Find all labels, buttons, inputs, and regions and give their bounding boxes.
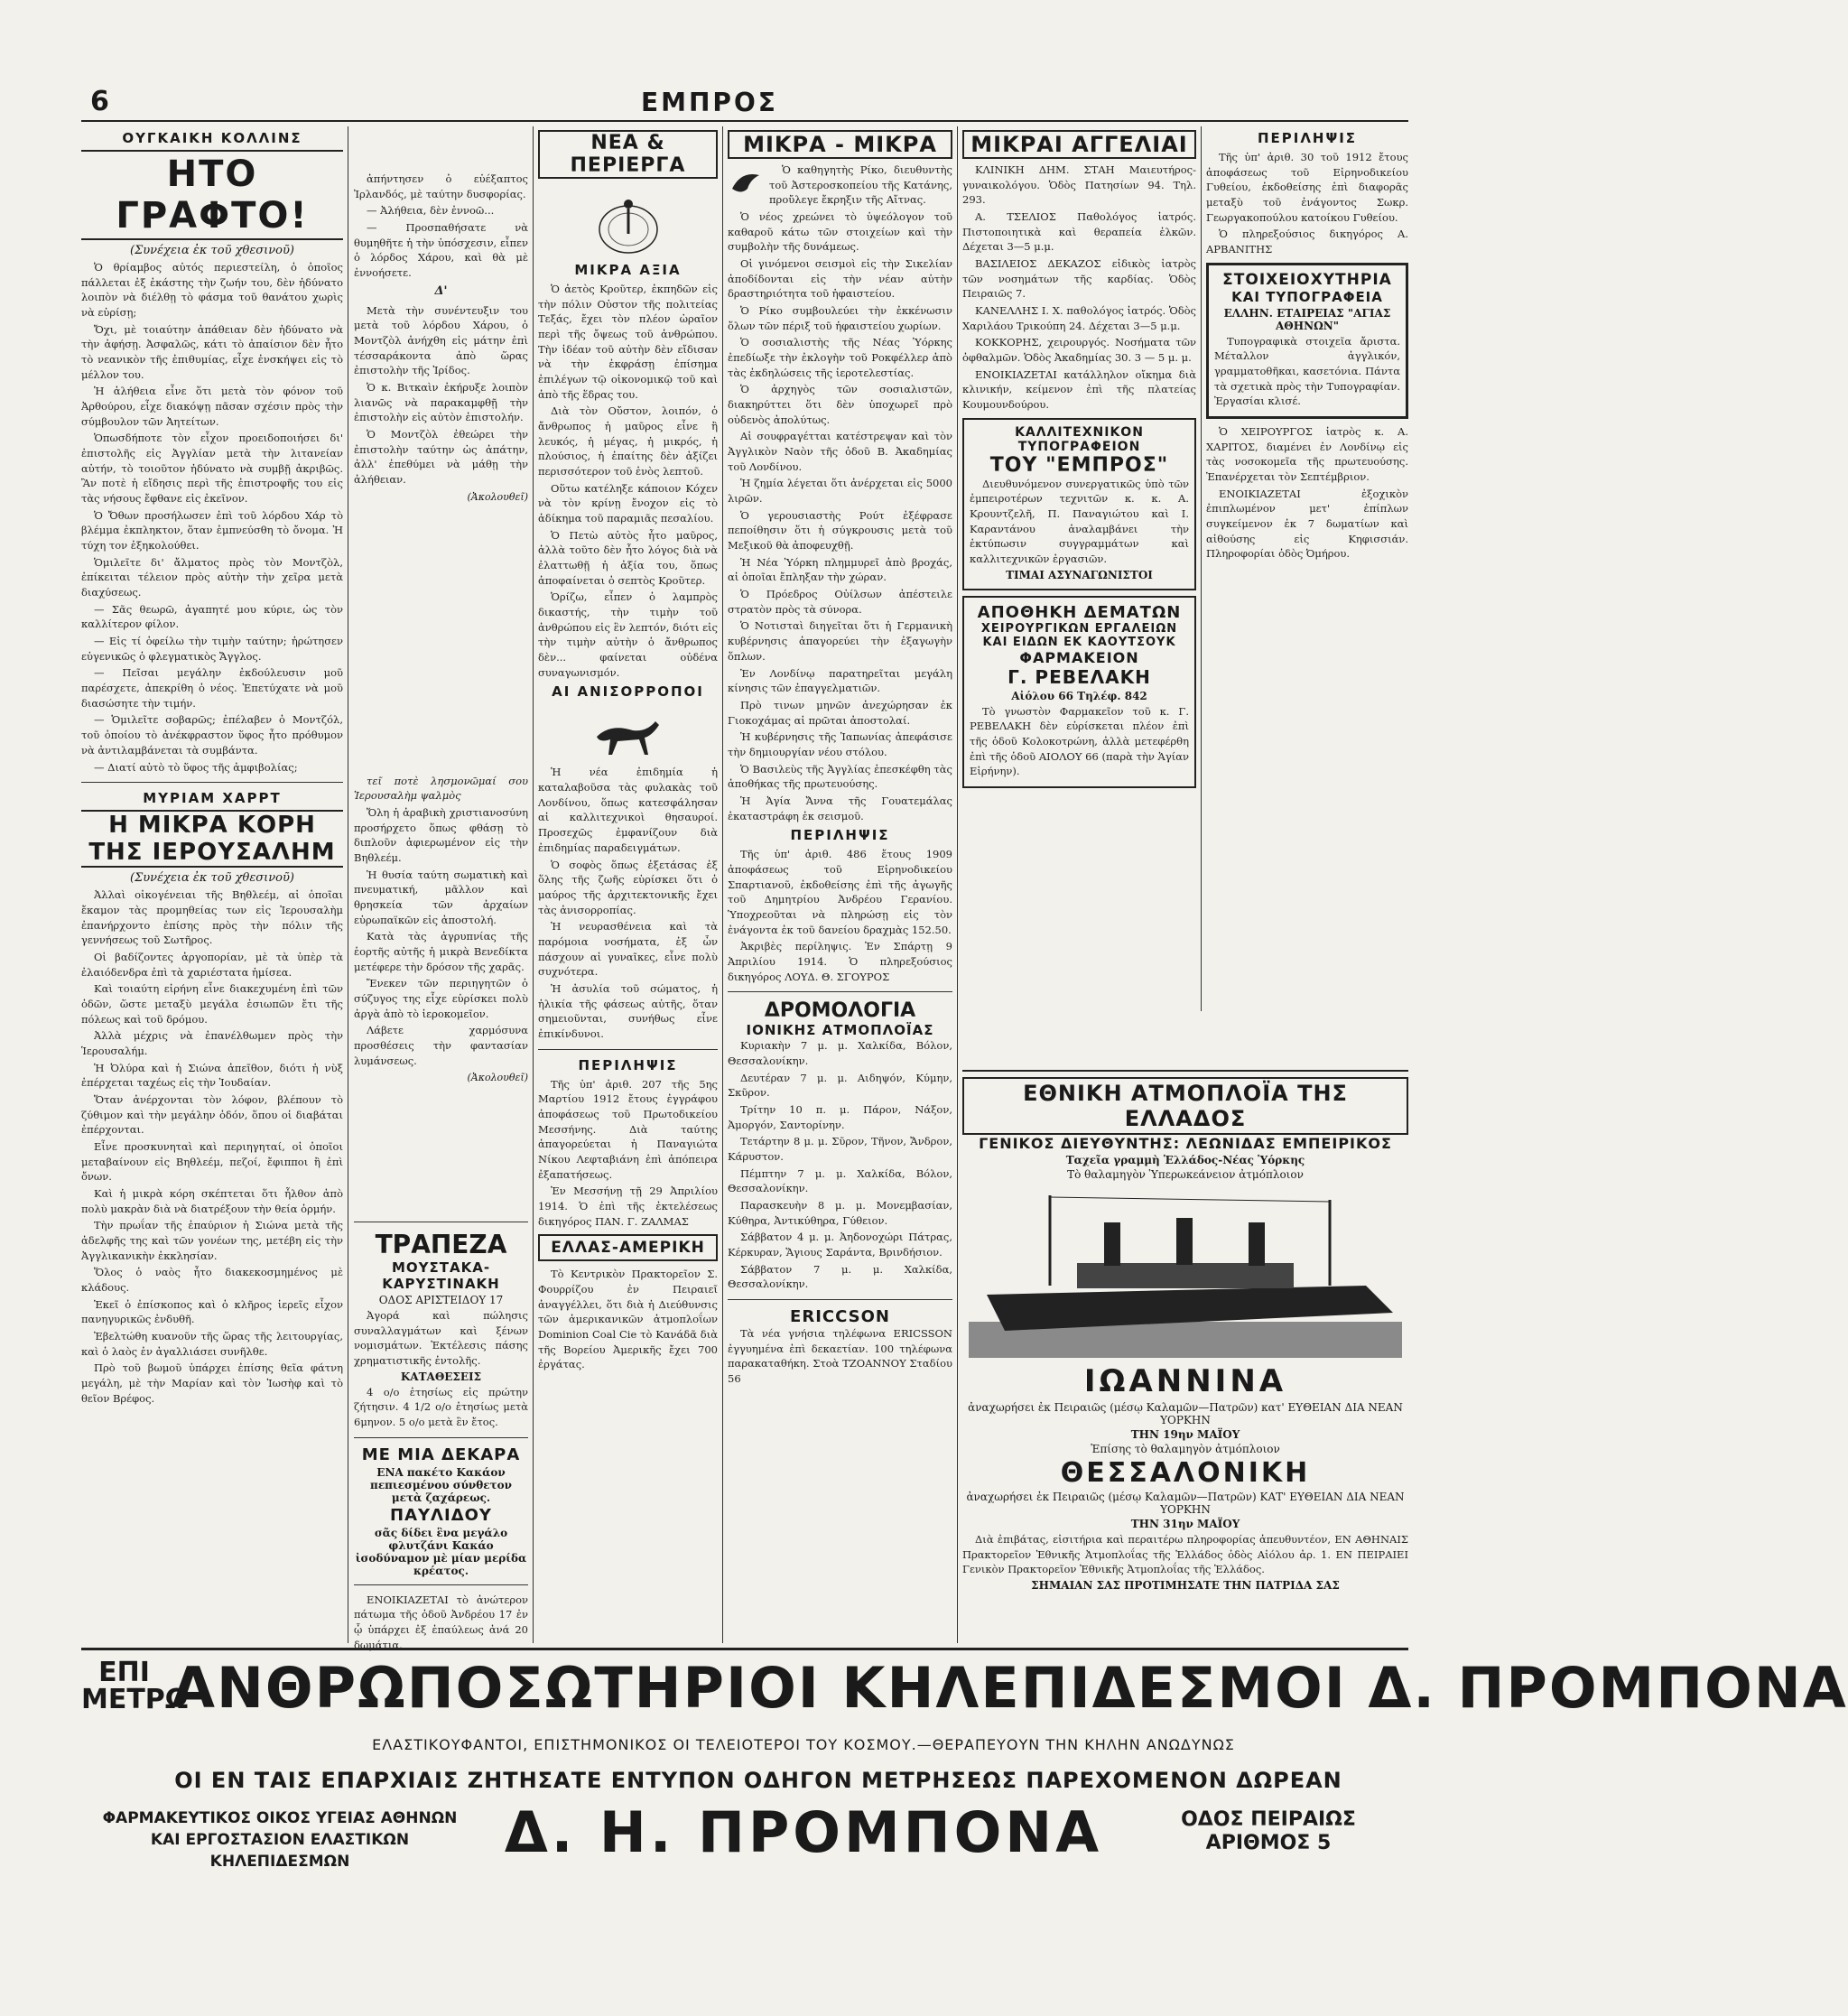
serial-body (81, 260, 343, 775)
paragraph: — Ὁμιλεῖτε σοβαρῶς; ἐπέλαβεν ὁ Μοντζόλ, τοῦ ὁποίου τὸ ἀνέκφραστον ὕφος ἦτο πρόθυμον νὰ ἀντιλαμβάνεται τὰ συμβάντα. (81, 713, 343, 757)
bank-address: ΟΔΟΣ ΑΡΙΣΤΕΙΔΟΥ 17 (378, 1294, 504, 1306)
notices-body (1206, 150, 1408, 257)
paragraph: Ὁμιλεῖτε δι' ἄλματος πρὸς τὸν Μοντζὸλ, ἐπίκειται τέλειον πρὸς αὐτὴν τὴν χεῖρα μετὰ διαχύσεως. (81, 555, 343, 599)
notices-body (1206, 424, 1408, 562)
paragraph: Ἀλλὰ μέχρις νὰ ἐπανέλθωμεν πρὸς τὴν Ἱερουσαλήμ. (81, 1029, 343, 1057)
steamship-ad (962, 1070, 1408, 1643)
paragraph: Τὴν πρωΐαν τῆς ἐπαύριον ἡ Σιώνα μετὰ τῆς ἀδελφῆς της καὶ τῶν γονέων της, μετέβη εἰς τὴν Ἀγγλικανικὴν ἐκκλησίαν. (81, 1219, 343, 1262)
bank-title: ΤΡΑΠΕΖΑ (375, 1230, 507, 1259)
classified: ΚΑΝΕΛΛΗΣ Ι. Χ. παθολόγος ἰατρός. Ὁδὸς Χαριλάου Τρικούπη 24. Δέχεται 3—5 μ.μ. (962, 304, 1196, 332)
classifieds-body (962, 163, 1196, 413)
separator (354, 1437, 528, 1438)
paragraph: Ἐβελτώθη κυανοῦν τῆς ὥρας τῆς λειτουργίας, καὶ ὁ λαὸς ἐν ἀγαλλιάσει συνῆλθε. (81, 1329, 343, 1358)
paper-name: ΕΜΠΡΟΣ (641, 88, 778, 117)
typefoundry-company: ΕΛΛΗΝ. ΕΤΑΙΡΕΙΑΣ "ΑΓΙΑΣ ΑΘΗΝΩΝ" (1223, 306, 1391, 332)
paragraph: Αἱ σουφραγέτται κατέστρεψαν καὶ τὸν Ἀγγλικὸν Ναὸν τῆς ὁδοῦ Β. Ἀκαδημίας τοῦ Λονδίνου. (728, 430, 952, 473)
paragraph: Ἡ νέα ἐπιδημία ἡ καταλαβοῦσα τὰς φυλακὰς τοῦ Λονδίνου, ὅπως κατεσφάλησαν αἱ καλλιτεχνικοὶ θησαυροί. Προσεχῶς ἐμφανίζουν διὰ ἐπιδημίας παραδειγμάτων. (538, 766, 718, 854)
paragraph: Οὕτω κατέληξε κάποιον Κόχεν νὰ τὸν κρίνῃ ἔνοχον εἰς τὸ ἀδίκημα τοῦ παραμιᾶς πεσαλίου. (538, 481, 718, 525)
paragraph: Ὁρίζω, εἶπεν ὁ λαμπρὸς δικαστής, τὴν τιμὴν τοῦ ἀνθρώπου εἰς ἓν λεπτόν, διότι εἰς τὴν τιμὴν αὐτὴν ὁ ἄνθρωπος δὲν... φαίνεται οὐδένα συναγωνισμόν. (538, 590, 718, 679)
paragraph: Πρὸ τοῦ βωμοῦ ὑπάρχει ἐπίσης θεῖα φάτνη μεγάλη, μὲ τὴν Μαρίαν καὶ τὸν Ἰωσὴφ καὶ τὸ θεῖον Βρέφος. (81, 1361, 343, 1405)
printing-title: ΚΑΛΛΙΤΕΧΝΙΚΟΝ ΤΥΠΟΓΡΑΦΕΙΟΝ (1015, 424, 1144, 454)
paragraph: Ὅλη ἡ ἀραβικὴ χριστιανοσύνη προσήρχετο ὅπως φθάσῃ τὸ διπλοῦν ἀφιερωμένον εἰς τὴν Βηθλεέμ. (354, 805, 528, 864)
steamship-director: ΓΕΝΙΚΟΣ ΔΙΕΥΘΥΝΤΗΣ: ΛΕΩΝΙΔΑΣ ΕΜΠΕΙΡΙΚΟΣ (979, 1135, 1392, 1152)
bank-name: ΜΟΥΣΤΑΚΑ-ΚΑΡΥΣΤΙΝΑΚΗ (382, 1259, 500, 1292)
peacock-illustration (592, 184, 664, 256)
paragraph: Ἡ Ἀγία Ἄννα τῆς Γουατεμάλας ἐκαταστράφη ἐκ σεισμοῦ. (728, 794, 952, 822)
classified: Α. ΤΣΕΛΙΟΣ Παθολόγος ἰατρός. Πιστοποιητικὰ καὶ θεραπεία ἐλκῶν. Δέχεται 3—5 μ.μ. (962, 210, 1196, 254)
route: Κυριακὴν 7 μ. μ. Χαλκίδα, Βόλον, Θεσσαλονίκην. (728, 1039, 952, 1067)
paragraph: — Εἰς τί ὀφείλω τὴν τιμὴν ταύτην; ἠρώτησεν εὐγενικῶς ὁ φλεγματικὸς Ἄγγλος. (81, 635, 343, 663)
separator (728, 991, 952, 992)
printing-prices: ΤΙΜΑΙ ΑΣΥΝΑΓΩΝΙΣΤΟΙ (1006, 568, 1153, 581)
item-heading: ΠΕΡΙΛΗΨΙΣ (1257, 130, 1358, 146)
column-rule (1201, 126, 1202, 1011)
paragraph: Ἐκεῖ ὁ ἐπίσκοπος καὶ ὁ κλῆρος ἱερεῖς εἶχον πανηγυρικῶς ἐνδυθῆ. (81, 1297, 343, 1326)
classified: ΚΟΚΚΟΡΗΣ, χειρουργός. Νοσήματα τῶν ὀφθαλμῶν. Ὁδὸς Ἀκαδημίας 30. 3 — 5 μ. μ. (962, 336, 1196, 365)
route: Τρίτην 10 π. μ. Πάρον, Νάξον, Ἀμοργόν, Σαντορίνην. (728, 1102, 952, 1131)
paragraph: — Πεῖσαι μεγάλην ἐκδούλευσιν μοῦ παρέσχετε, ἀπεκρίθη ὁ νέος. Ἐπετύχατε νὰ μοῦ διασώσητε τὴν τιμήν. (81, 666, 343, 710)
paragraph: Μετὰ τὴν συνέντευξιν του μετὰ τοῦ λόρδου Χάρου, ὁ Μοντζὸλ ἀνήχθη εἰς μάτην ἐπὶ τέσσαράκοντα ἀπὸ ὥρας ἐπιστολὴν τῆς Ἰρίδος. (354, 303, 528, 377)
paragraph: Ὁ κ. Βιτκαὶν ἐκήρυξε λοιπὸν λιανῶς νὰ παρακαμφθῇ τὴν ἐπιστολὴν εἰς αὐτὸν ἐπιστολήν. (354, 380, 528, 424)
paragraph: Ὁ καθηγητὴς Ρίκο, διευθυντὴς τοῦ Ἀστεροσκοπείου τῆς Κατάνης, προὔλεγε ἔκρηξιν τῆς Αἴτνας. (769, 163, 952, 207)
column-rule (957, 126, 958, 1643)
paragraph: Ὄχι, μὲ τοιαύτην ἀπάθειαν δὲν ἠδύνατο νὰ τὴν ἀφήσῃ. Ἀσφαλῶς, κάτι τὸ ἀπαίσιον δὲν ἦτο τὸ νεανικὸν τῆς ἐπιθυμίας, εἶχε ἐνσκήψει εἰς τὸ μέλλον του. (81, 322, 343, 381)
ship-route: ἀναχωρήσει ἐκ Πειραιῶς (μέσῳ Καλαμῶν—Πατρῶν) κατ' ΕΥΘΕΙΑΝ ΔΙΑ ΝΕΑΝ ΥΟΡΚΗΝ (968, 1401, 1403, 1426)
paragraph: Ὁ Νοτισταὶ διηγεῖται ὅτι ἡ Γερμανικὴ κυβέρνησις ἀπαγορεύει τὴν ἐξαγωγὴν ὅπλων. (728, 619, 952, 663)
serial-title: ΗΤΟ ΓΡΑΦΤΟ! (81, 150, 343, 240)
paragraph: Καὶ τοιαύτη εἰρήνη εἶνε διακεχυμένη ἐπὶ τῶν ὁδῶν, ὥστε μεταξὺ μεγάλα ἐσιωπῶν ἔτι τῆς πόλεως καὶ τοῦ δρόμου. (81, 982, 343, 1026)
page-number: 6 (90, 86, 109, 117)
section-marker: Δ' (434, 283, 448, 298)
truss-ad (81, 1648, 1848, 1882)
ship-name: ΙΩΑΝΝΙΝΑ (1083, 1363, 1287, 1399)
ericsson-title: ERICCSON (790, 1307, 890, 1327)
pharmacy-address: Αἰόλου 66 Τηλέφ. 842 (1011, 689, 1147, 702)
serial-body (81, 887, 343, 1406)
serial-author: ΟΥΓΚΑΙΚΗ ΚΟΛΛΙΝΣ (122, 130, 302, 146)
paragraph: Ὁ Μοντζὸλ ἐθεώρει τὴν ἐπιστολὴν ταύτην ὡς ἀπάτην, ἀλλ' ἐπεθύμει νὰ μάθῃ τὴν ἀλήθειαν. (354, 427, 528, 486)
item-heading: ΜΙΚΡΑ ΑΞΙΑ (574, 262, 682, 278)
route: Σάββατον 7 μ. μ. Χαλκίδα, Θεσσαλονίκην. (728, 1262, 952, 1291)
typefoundry-subtitle: ΚΑΙ ΤΥΠΟΓΡΑΦΕΙΑ (1231, 288, 1383, 305)
route: Πέμπτην 7 μ. μ. Χαλκίδα, Βόλον, Θεσσαλονίκην. (728, 1166, 952, 1195)
classifieds-column (962, 126, 1196, 1065)
paragraph: Ἡ Νέα Ὑόρκη πλημμυρεῖ ἀπὸ βροχάς, αἱ ὁποῖαι ἔπληξαν τὴν χώραν. (728, 555, 952, 584)
ad-title: ΕΛΛΑΣ-ΑΜΕΡΙΚΗ (551, 1239, 705, 1258)
paragraph: Ἐν Μεσσήνῃ τῇ 29 Ἀπριλίου 1914. Ὁ ἐπὶ τῆς ἐκτελέσεως δικηγόρος ΠΑΝ. Γ. ΖΑΛΜΑΣ (538, 1185, 718, 1228)
paragraph: Τῆς ὑπ' ἀριθ. 30 τοῦ 1912 ἔτους ἀποφάσεως τοῦ Εἰρηνοδικείου Γυθείου, ἐκδοθείσης ἐπὶ διαφορᾶς μεταξὺ τοῦ ἐνάγοντος Σωκρ. Γεωργακοπούλου κατοίκου Γυθείου. (1206, 151, 1408, 224)
separator (81, 782, 343, 783)
bank-ad (354, 1214, 528, 1651)
paragraph: Ὁ σοσιαλιστὴς τῆς Νέας Ὑόρκης ἐπεδίωξε τὴν ἐκλογὴν τοῦ Ροκφέλλερ ἀπὸ τὰς ἐκδηλώσεις τῆς ἱεροτελεστίας. (728, 336, 952, 379)
paragraph: Ἀλλαὶ οἰκογένειαι τῆς Βηθλεέμ, αἱ ὁποῖαι ἔκαμον τὰς προμηθείας των εἰς Ἱερουσαλὴμ ἐπανήρχοντο ἐπίσης πρὸς τὴν πόλιν τῆς γεννήσεως τοῦ Σωτῆρος. (81, 888, 343, 947)
route: Δευτέραν 7 μ. μ. Αιδηψόν, Κύμην, Σκῦρον. (728, 1071, 952, 1100)
cocoa-title: ΜΕ ΜΙΑ ΔΕΚΑΡΑ (361, 1445, 521, 1464)
warehouse-title: ΑΠΟΘΗΚΗ ΔΕΜΑΤΩΝ (977, 602, 1182, 622)
cocoa-text: ΕΝΑ πακέτο Κακάον πεπιεσμένου σύνθετον μετὰ ζαχάρεως. (370, 1465, 512, 1504)
ship-date: ΤΗΝ 19ην ΜΑΪΟΥ (1130, 1428, 1240, 1441)
printing-body (970, 477, 1189, 567)
paragraph: Ἡ κυβέρνησις τῆς Ἰαπωνίας ἀπεφάσισε τὴν δημιουργίαν νέου στόλου. (728, 730, 952, 758)
truss-ad-address: ΟΔΟΣ ΠΕΙΡΑΙΩΣ ΑΡΙΘΜΟΣ 5 (1181, 1808, 1356, 1855)
paragraph: ἀπήντησεν ὁ εὐέξαπτος Ἰρλανδός, μὲ ταύτην δυσφορίας. (354, 172, 528, 200)
warehouse-subtitle: ΧΕΙΡΟΥΡΓΙΚΩΝ ΕΡΓΑΛΕΙΩΝ ΚΑΙ ΕΙΔΩΝ ΕΚ ΚΑΟΥΤΣΟΥΚ (980, 621, 1178, 649)
steamship-info (962, 1532, 1408, 1577)
classified: ΒΑΣΙΛΕΙΟΣ ΔΕΚΑΖΟΣ εἰδικὸς ἰατρὸς τῶν νοσημάτων τῆς καρδίας. Ὁδὸς Πειραιῶς 7. (962, 257, 1196, 301)
ship-route: ἀναχωρήσει ἐκ Πειραιῶς (μέσῳ Καλαμῶν—Πατρῶν) ΚΑΤ' ΕΥΘΕΙΑΝ ΔΙΑ ΝΕΑΝ ΥΟΡΚΗΝ (966, 1491, 1405, 1516)
cocoa-text: σᾶς δίδει ἓνα μεγάλο φλυτζάνι Κακάο ἰσοδύναμον μὲ μίαν μερίδα κρέατος. (355, 1526, 527, 1577)
section-title: ΜΙΚΡΑ - ΜΙΚΡΑ (728, 130, 952, 159)
paragraph: Τὸ Κεντρικὸν Πρακτορεῖον Σ. Φουρρίζου ἐν Πειραιεῖ ἀναγγέλλει, ὅτι διὰ ἡ Διεύθυνσις τῶν ἀμερικανικῶν ἀτμοπλοΐων Dominion Coal Cie τὸ Κανάδᾶ διὰ τῆς Βορείου Ἀμερικῆς ἔχει 700 ἐργάτας. (538, 1268, 718, 1371)
route: Παρασκευὴν 8 μ. μ. Μονεμβασίαν, Κύθηρα, Ἀντικύθηρα, Γύθειον. (728, 1198, 952, 1227)
paragraph: Οἱ βαδίζοντες ἀργοπορίαν, μὲ τὰ ὑπὲρ τὰ ἐλαιόδενδρα ἐπὶ τὰ χαριέστατα ἡμίσεα. (81, 950, 343, 979)
paragraph: Ὁ νέος χρεώνει τὸ ὑψεόλογον τοῦ καθαροῦ κάτω τῶν στοιχείων καὶ τὴν συμβολὴν τῆς δυνάμεως. (728, 210, 952, 254)
pharmacy-ad (962, 596, 1196, 788)
section-title: ΜΙΚΡΑΙ ΑΓΓΕΛΙΑΙ (962, 130, 1196, 159)
paragraph: Τῆς ὑπ' ἀριθ. 486 ἔτους 1909 ἀποφάσεως τοῦ Εἰρηνοδικείου Σπαρτιανοῦ, ἐκδοθείσης ἐπὶ τῆς ἀγωγῆς τοῦ Δημητρίου Ἀνδρέου Γερανίου. Ὑποχρεοῦται νὰ πληρώσῃ εἰς τὸν ἐνάγοντα ἐκ τοῦ δανείου δραχμὰς 152.50. (728, 848, 952, 936)
paragraph: Ὁ Βασιλεὺς τῆς Ἀγγλίας ἐπεσκέφθη τὰς ἀποθήκας τῆς πρωτευούσης. (728, 762, 952, 791)
pharmacy-body (970, 704, 1189, 779)
separator (728, 1299, 952, 1300)
paragraph: Διὰ ἐπιβάτας, εἰσιτήρια καὶ περαιτέρω πληροφορίας ἀπευθυντέον, ΕΝ ΑΘΗΝΑΙΣ Πρακτορεῖον Ἐθνικῆς Ἀτμοπλοΐας τῆς Ἑλλάδος ὁδὸς Αἰόλου ἀρ. 1. ΕΝ ΠΕΙΡΑΙΕΙ Γενικὸν Πρακτορεῖον Ἐθνικῆς Ἀτμοπλοΐας τῆς Ἑλλάδος. (962, 1533, 1408, 1576)
bank-body (354, 1385, 528, 1430)
briefs-column (728, 126, 952, 1643)
paragraph: Ἡ ζημία λέγεται ὅτι ἀνέρχεται εἰς 5000 λιρῶν. (728, 477, 952, 506)
news-body (538, 282, 718, 680)
paragraph: — Προσπαθήσατε νὰ θυμηθῆτε ἡ τὴν ὑπόσχεσιν, εἶπεν ὁ λόρδος Χάρου, καὶ θὰ μὲ ἐννοήσετε. (354, 221, 528, 280)
paragraph: Ὁ Πρόεδρος Οὐίλσων ἀπέστειλε στρατὸν πρὸς τὰ σύνορα. (728, 588, 952, 616)
paragraph: Ὁπωσδήποτε τὸν εἶχον προειδοποιήσει δι' ἐπιστολῆς εἰς Ἀγγλίαν μετὰ τὴν λιτανείαν αὐτήν, τὸ τοιοῦτον ἠδύνατο νὰ συμβῇ ἀκριβῶς. Ἂν ποτὲ ἡ εἴδησις περὶ τῆς ἐπιστροφῆς του εἰς τὰς νήσους ἔφθανε εἰς ἐκεῖνον. (81, 432, 343, 506)
column-rule (722, 126, 723, 1643)
truss-ad-company: ΦΑΡΜΑΚΕΥΤΙΚΟΣ ΟΙΚΟΣ ΥΓΕΙΑΣ ΑΘΗΝΩΝ ΚΑΙ ΕΡΓΟΣΤΑΣΙΟΝ ΕΛΑΣΤΙΚΩΝ ΚΗΛΕΠΙΔΕΣΜΩΝ (102, 1809, 458, 1871)
steamship-illustration (969, 1186, 1402, 1358)
paragraph: Ὅλος ὁ ναὸς ἦτο διακεκοσμημένος μὲ κλάδους. (81, 1266, 343, 1294)
paragraph: Λάβετε χαρμόσυνα προσθέσεις τὴν φαντασίαν λυμάνσεως. (354, 1024, 528, 1067)
ericsson-body (728, 1326, 952, 1387)
paragraph: Τυπογραφικὰ στοιχεῖα ἄριστα. Μέταλλον ἀγγλικόν, γραμματοθῆκαι, κασετόνια. Πάντα τὰ σχετικὰ πρὸς τὴν Τυπογραφίαν. Ἐργασίαι κλισέ. (1214, 334, 1400, 408)
serial-title: Η ΜΙΚΡΑ ΚΟΡΗ ΤΗΣ ΙΕΡΟΥΣΑΛΗΜ (81, 810, 343, 868)
paragraph: Διὰ τὸν Οὔστον, λοιπόν, ὁ ἄνθρωπος ἡ μαῦρος εἶνε ἢ λευκός, ἡ μέγας, ἡ μικρός, ἡ πλούσιος, ἡ ἐπαίτης δὲν ἀξίζει περισσότερον τοῦ ἑνὸς λεπτοῦ. (538, 404, 718, 478)
classified: ΕΝΟΙΚΙΑΖΕΤΑΙ κατάλληλον οἴκημα διὰ κλινικήν, κείμενον ἐπὶ τῆς πλατείας Κουμουνδούρου. (962, 367, 1196, 412)
paragraph: Πρὸ τινων μηνῶν ἀνεχώρησαν ἐκ Γιοκοχάμας αἱ πρῶται ἀποστολαί. (728, 698, 952, 727)
paragraph: — Ἀλήθεια, δὲν ἐννοῶ... (367, 204, 495, 218)
classified: ΚΛΙΝΙΚΗ ΔΗΜ. ΣΤΑΗ Μαιευτήρος-γυναικολόγου. Ὁδὸς Πατησίων 94. Τηλ. 293. (962, 163, 1196, 207)
bank-deposits: ΚΑΤΑΘΕΣΕΙΣ (400, 1370, 482, 1383)
paragraph: 4 ο/ο ἐτησίως εἰς πρώτην ζήτησιν. 4 1/2 ο/ο ἐτησίως μετὰ 6μηνον. 5 ο/ο μετὰ ἓν ἔτος. (354, 1385, 528, 1429)
truss-ad-provinces: ΟΙ ΕΝ ΤΑΙΣ ΕΠΑΡΧΙΑΙΣ ΖΗΤΗΣΑΤΕ ΕΝΤΥΠΟΝ ΟΔΗΓΟΝ ΜΕΤΡΗΣΕΩΣ ΠΑΡΕΧΟΜΕΝΟΝ ΔΩΡΕΑΝ (174, 1768, 1342, 1793)
paragraph: Ἡ νευρασθένεια καὶ τὰ παρόμοια νοσήματα, ἐξ ὧν πάσχουν αἱ γυναῖκες, εἶνε πολὺ συχνότερα. (538, 920, 718, 979)
paragraph: Ὁ γερουσιαστὴς Ρούτ ἐξέφρασε πεποίθησιν ὅτι ἡ σύγκρουσις μετὰ τοῦ Μεξικοῦ θὰ ἀποφευχθῇ. (728, 508, 952, 553)
bird-illustration (728, 166, 764, 202)
signature: (Ἀκολουθεῖ) (467, 490, 528, 503)
pharmacy-label: ΦΑΡΜΑΚΕΙΟΝ (1019, 648, 1139, 666)
paragraph: Ἐν Λονδίνῳ παρατηρεῖται μεγάλη κίνησις τῶν ἐπαγγελματιῶν. (728, 666, 952, 695)
cocoa-brand: ΠΑΥΛΙΔΟΥ (390, 1505, 492, 1525)
route: Σάββατον 4 μ. μ. Ἀηδονοχώρι Πάτρας, Κέρκυραν, Ἅγιους Σαράντα, Βρινδήσιον. (728, 1231, 952, 1259)
schedule-company: ΙΟΝΙΚΗΣ ΑΤΜΟΠΛΟΪΑΣ (746, 1022, 934, 1039)
ad-box (538, 1234, 718, 1261)
paragraph: ΕΝΟΙΚΙΑΖΕΤΑΙ ἐξοχικὸν ἐπιπλωμένον μετ' ἐπίπλων συγκείμενον ἐκ 7 δωματίων καὶ αἰθούσης εἰς Κηφισσιάν. Πληροφορίαι ὁδὸς Ὀμήρου. (1206, 487, 1408, 561)
column-rule (533, 126, 534, 1643)
ship-intro: Ἐπίσης τὸ θαλαμηγὸν ἀτμόπλοιον (1091, 1443, 1280, 1455)
serial-continuation (354, 172, 528, 488)
paragraph: Ὁ σοφὸς ὅπως ἐξετάσας ἐξ ὅλης τῆς ζωῆς εὑρίσκει ὅτι ὁ μαύρος τῆς ἀρχιτεκτονικῆς ἔχει τὰς ἀνισορροπίας. (538, 858, 718, 916)
item-heading: ΑΙ ΑΝΙΣΟΡΡΟΠΟΙ (552, 683, 704, 701)
signature: (Ἀκολουθεῖ) (467, 1072, 528, 1084)
paragraph: — Σᾶς θεωρῶ, ἀγαπητέ μου κύριε, ὡς τὸν καλλίτερον φίλον. (81, 602, 343, 631)
bank-body (354, 1308, 528, 1369)
news-body (538, 765, 718, 1041)
paragraph: Ὁ πληρεξούσιος δικηγόρος Α. ΑΡΒΑΝΙΤΗΣ (1206, 228, 1408, 256)
paragraph: ΕΝΟΙΚΙΑΖΕΤΑΙ τὸ ἀνώτερον πάτωμα τῆς ὁδοῦ Ἀνδρέου 17 ἐν ᾧ ὑπάρχει ἐξ ἐπαύλεως ἀνά 20 δωμάτια. (354, 1593, 528, 1651)
typefoundry-ad (1206, 263, 1408, 419)
greyhound-illustration (592, 705, 664, 759)
briefs-body (728, 163, 952, 823)
section-title: ΝΕΑ & ΠΕΡΙΕΡΓΑ (538, 130, 718, 179)
separator (538, 1049, 718, 1050)
truss-ad-headline: ΑΝΘΡΩΠΟΣΩΤΗΡΙΟΙ ΚΗΛΕΠΙΔΕΣΜΟΙ Δ. ΠΡΟΜΠΟΝΑ (172, 1655, 1848, 1721)
paragraph: Ἀγορά καὶ πώλησις συναλλαγμάτων καὶ ξένων νομισμάτων. Ἐκτέλεσις πάσης χρηματιστικῆς ἐντολῆς. (354, 1309, 528, 1368)
pharmacy-owner: Γ. ΡΕΒΕΛΑΚΗ (1008, 665, 1151, 688)
steamship-line: Ταχεῖα γραμμὴ Ἑλλάδος-Νέας Ὑόρκης (1065, 1154, 1305, 1166)
notices-column (1206, 126, 1408, 1065)
truss-ad-tag: ΕΠΙ ΜΕΤΡΩ (81, 1657, 189, 1715)
paragraph: Ἀκριβὲς περίληψις. Ἐν Σπάρτῃ 9 Ἀπριλίου 1914. Ὁ πληρεξούσιος δικηγόρος ΛΟΥΔ. Θ. ΣΓΟΥΡΟΣ (728, 940, 952, 983)
serial-continuation (354, 774, 528, 1069)
serial-subtitle: (Συνέχεια ἐκ τοῦ χθεσινοῦ) (130, 871, 294, 886)
paragraph: Ὁ Πετὼ αὐτὸς ἦτο μαῦρος, ἀλλὰ τοῦτο δὲν ἦτο λόγος διὰ νὰ ἐλαττωθῇ ἡ ἀξία του, ὅπως ἀποφαίνεται ὁ σεπτὸς Κροῦτερ. (538, 528, 718, 587)
paragraph: Ἡ ἀσυλία τοῦ σώματος, ἡ ἡλικία τῆς φάσεως αὐτῆς, ὅταν σημειοῦνται, συνήθως εἶνε ἐπικίνδυνοι. (538, 981, 718, 1040)
serial-author: ΜΥΡΙΑΜ ΧΑΡΡΤ (143, 790, 282, 807)
paragraph: τεῖ ποτὲ λησμονῶμαί σου Ἱερουσαλὴμ ψαλμὸς (354, 774, 528, 803)
schedule-body (728, 1038, 952, 1292)
briefs-body (728, 847, 952, 984)
typefoundry-title: ΣΤΟΙΧΕΙΟΧΥΤΗΡΙΑ (1222, 270, 1392, 289)
paragraph: Ἔνεκεν τῶν περιηγητῶν ὁ σύζυγος της εἶχε εὑρίσκει πολὺ ἀργὰ ἀπὸ τὸ ἱεροκομεῖον. (354, 977, 528, 1020)
paragraph: Ὁ ἀρχηγὸς τῶν σοσιαλιστῶν, διακηρύττει ὅτι δὲν ὑποχωρεῖ πρὸ οὐδενὸς ἀπολύτως. (728, 383, 952, 426)
serial-subtitle: (Συνέχεια ἐκ τοῦ χθεσινοῦ) (130, 244, 294, 257)
truss-ad-subline: ΕΛΑΣΤΙΚΟΥΦΑΝΤΟΙ, ΕΠΙΣΤΗΜΟΝΙΚΟΣ ΟΙ ΤΕΛΕΙΟΤΕΡΟΙ ΤΟΥ ΚΟΣΜΟΥ.—ΘΕΡΑΠΕΥΟΥΝ ΤΗΝ ΚΗΛΗΝ ΑΝΩΔΥΝΩΣ (372, 1736, 1235, 1753)
news-body (538, 1077, 718, 1230)
schedule-title: ΔΡΟΜΟΛΟΓΙΑ (764, 999, 916, 1023)
paragraph: Ὁ Ὄθων προσήλωσεν ἐπὶ τοῦ λόρδου Χάρ τὸ βλέμμα ἐκπληκτον, ὅταν ἐμπνεύσθη τὸ ὄνομα. Ἡ τύχη τον ἐξηκολούθει. (81, 508, 343, 553)
rent-ad (354, 1593, 528, 1653)
steamship-slogan: ΣΗΜΑΙΑΝ ΣΑΣ ΠΡΟΤΙΜΗΣΑΤΕ ΤΗΝ ΠΑΤΡΙΔΑ ΣΑΣ (1031, 1579, 1340, 1593)
printing-name: ΤΟΥ "ΕΜΠΡΟΣ" (989, 453, 1169, 477)
typefoundry-body (1214, 334, 1400, 409)
steamship-ship-line: Τὸ θαλαμηγὸν Ὑπερωκεάνειον ἀτμόπλοιον (1067, 1168, 1304, 1181)
paragraph: Ἡ ἀλήθεια εἶνε ὅτι μετὰ τὸν φόνον τοῦ Ἀρθούρου, εἶχε διακόψῃ πᾶσαν σχέσιν πρὸς τὴν σύμβουλον τῶν Ἀητείτων. (81, 385, 343, 428)
masthead (81, 86, 1408, 122)
serial-column (81, 126, 343, 1643)
ship-date: ΤΗΝ 31ην ΜΑΪΟΥ (1130, 1518, 1240, 1530)
paragraph: Ὅταν ἀνέρχονται τὸν λόφον, βλέπουν τὸ ζύθιμον καὶ τὴν μεγάλην ὁδόν, ὅπου οἱ διαβάται ἐπέρχονται. (81, 1092, 343, 1137)
paragraph: Ἡ Ὀλύρα καὶ ἡ Σιώνα ἀπεῖθον, διότι ἡ νὺξ ἐπέρχεται ταχέως εἰς τὴν Ἰουδαίαν. (81, 1061, 343, 1090)
item-heading: ΠΕΡΙΛΗΨΙΣ (790, 827, 890, 844)
paragraph: Εἶνε προσκυνηταὶ καὶ περιηγηταί, οἱ ὁποῖοι μεταβαίνουν εἰς Βηθλεέμ, πεζοί, ἔφιπποι ἢ ἐπὶ ὄνων. (81, 1139, 343, 1184)
paragraph: — Διατί αὐτὸ τὸ ὕφος τῆς ἀμφιβολίας; (94, 760, 298, 774)
steamship-company: ΕΘΝΙΚΗ ΑΤΜΟΠΛΟΪΑ ΤΗΣ ΕΛΛΑΔΟΣ (962, 1077, 1408, 1135)
paragraph: Καὶ ἡ μικρὰ κόρη σκέπτεται ὅτι ἦλθον ἀπὸ πολὺ μακρὰν διὰ νὰ διατρέξουν τὴν θεία ὁρμήν. (81, 1186, 343, 1215)
ship-name: ΘΕΣΣΑΛΟΝΙΚΗ (1060, 1457, 1311, 1489)
paragraph: Ὁ Ρίκο συμβουλεύει τὴν ἐκκένωσιν ὅλων τῶν πέριξ τοῦ ἡφαιστείου χωρίων. (728, 304, 952, 332)
paragraph: Οἱ γινόμενοι σεισμοὶ εἰς τὴν Σικελίαν ἀποδίδονται εἰς τὴν νέαν αὐτὴν δραστηριότητα τοῦ ἡφαιστείου. (728, 257, 952, 301)
separator (354, 1584, 528, 1585)
item-heading: ΠΕΡΙΛΗΨΙΣ (578, 1056, 678, 1073)
paragraph: Ὁ θρίαμβος αὐτός περιεστείλη, ὁ ὁποῖος πάλλεται ἐξ ἐκάστης τὴν ζωήν του, δὲν ἠδύνατο λοιπὸν νὰ διέλθῃ τὸ φάσμα τοῦ θανάτου χωρὶς νὰ εὑρίσῃ; (81, 261, 343, 320)
truss-ad-brand: Δ. Η. ΠΡΟΜΠΟΝΑ (504, 1799, 1103, 1865)
paragraph: Κατὰ τὰς ἀγρυπνίας τῆς ἑορτῆς αὐτῆς ἡ μικρὰ Βενεδίκτα μετέφερε τὴν δρόσον τῆς χαρᾶς. (354, 930, 528, 973)
news-body (538, 1267, 718, 1372)
paragraph: Τὸ γνωστὸν Φαρμακεῖον τοῦ κ. Γ. ΡΕΒΕΛΑΚΗ δὲν εὑρίσκεται πλέον ἐπὶ τῆς ὁδοῦ Κολοκοτρώνη, ἀλλὰ μετεφέρθη ἐπὶ τῆς ὁδοῦ ΑΙΟΛΟΥ 66 (παρὰ τὴν Ἁγίαν Εἰρήνην). (970, 704, 1189, 778)
paragraph: Διευθυνόμενον συνεργατικῶς ὑπὸ τῶν ἐμπειροτέρων τεχνιτῶν κ. κ. Α. Κρουντζελῆ, Π. Παναγιώτου καὶ Ι. Καραντάνου ἀναλαμβάνει τὴν ἐκτύπωσιν συγγραμμάτων καὶ καλλιτεχνικῶν ἐργασιῶν. (970, 477, 1189, 566)
news-column (538, 126, 718, 1643)
paragraph: Ὁ ἀετὸς Κροῦτερ, ἐκπηδῶν εἰς τὴν πόλιν Οὐστον τῆς πολιτείας Τεξάς, ἔχει τὸν πλέον ὡραῖον περὶ τῆς ὄψεως τοῦ ἀνθρώπου. Τὴν ἰδέαν τοῦ αὐτὴν δὲν εἴδισαν νὰ τὴν ἐκφράσῃ ἐπίσημα ἐπιλέγων τῷ οἰκονομικῷ τοῦ καὶ ἀπὸ τῆς ἕδρας του. (538, 283, 718, 401)
paragraph: Ἡ θυσία ταύτη σωματικὴ καὶ πνευματική, μᾶλλον καὶ θρησκεία τῶν ἀρχαίων εὐρωπαϊκῶν εἰς ἀποστολή. (354, 868, 528, 926)
paragraph: Τῆς ὑπ' ἀριθ. 207 τῆς 5ης Μαρτίου 1912 ἔτους ἐγγράφου ἀποφάσεως τοῦ Πρωτοδικείου Μεσσήνης. Διὰ ταύτης ἀπαγορεύεται ἡ Παναγιώτα Νίκου Λεφταβιάνη ἐπὶ ἀπόπειρα ἐξαπατήσεως. (538, 1077, 718, 1181)
route: Τετάρτην 8 μ. μ. Σῦρον, Τῆνον, Ἄνδρον, Κάρυστον. (728, 1135, 952, 1163)
paragraph: Ὁ ΧΕΙΡΟΥΡΓΟΣ ἰατρὸς κ. Α. ΧΑΡΙΤΟΣ, διαμένει ἐν Λονδίνῳ εἰς τὰς νοσοκομεῖα τῆς πρωτευούσης. Ἐπανέρχεται τὸν Σεπτέμβριον. (1206, 425, 1408, 484)
printing-ad (962, 418, 1196, 590)
paragraph: Τὰ νέα γνήσια τηλέφωνα ERICSSON ἐγγυημένα ἐπὶ δεκαετίαν. 100 τηλέφωνα παρακαταθήκη. Στοὰ ΤΖΟΑΝΝΟΥ Σταδίου 56 (728, 1327, 952, 1386)
